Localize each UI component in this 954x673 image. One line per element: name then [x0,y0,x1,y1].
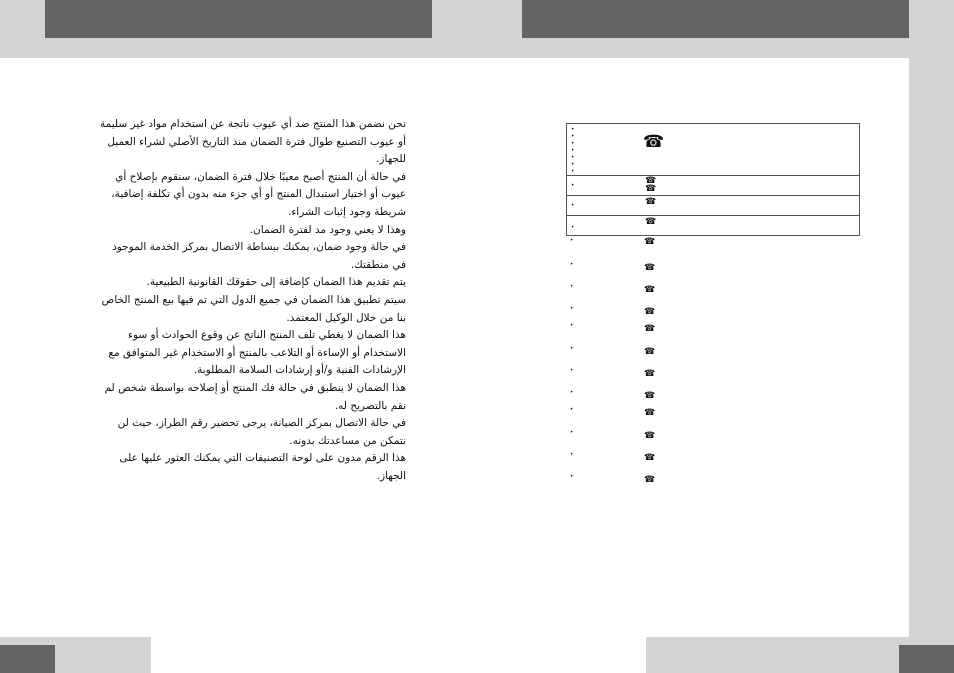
service-contacts-list [566,123,860,488]
contact-row [566,422,860,444]
warranty-paragraph: سيتم تطبيق هذا الضمان في جميع الدول التي تم فيها بيع المنتج الخاص بنا من خلال الوكيل المعتمد. [101,293,406,324]
contact-row [566,466,860,488]
phone-icon: ☎ [645,217,657,227]
header-bar-right [522,0,909,38]
page-number-tab-left [0,645,55,673]
contact-row [566,338,860,360]
warranty-paragraph: يتم تقديم هذا الضمان كإضافة إلى حقوقك القانونية الطبيعية. [146,276,406,289]
bullet-icon: ‣ [571,140,575,147]
phone-icon: ☎ [643,132,665,152]
bullet-icon: ‣ [571,154,575,161]
warranty-text [100,116,406,485]
contact-row [566,404,860,422]
phone-icon: ☎ [644,324,656,334]
phone-icon: ☎ [644,431,656,441]
bullet-icon: ‣ [570,429,574,436]
side-margin-right [909,58,954,637]
contact-row [567,216,859,236]
warranty-paragraph: هذا الرقم مدون على لوحة التصنيفات التي يمكنك العثور عليها على الجهاز. [119,452,406,482]
service-contacts-box [566,123,860,236]
bullet-icon: ‣ [570,283,574,290]
contact-row [567,176,859,196]
phone-icon: ☎ [645,197,657,207]
phone-icon: ☎ [644,347,656,357]
bullet-icon: ‣ [571,133,575,140]
bullet-icon: ‣ [570,261,574,268]
bullet-icon: ‣ [570,345,574,352]
bullet-icon: ‣ [571,161,575,168]
bullet-icon: ‣ [570,473,574,480]
contact-row [566,382,860,404]
bullet-icon: ‣ [571,182,575,189]
phone-icon: ☎ [644,307,656,317]
bullet-icon: ‣ [571,168,575,175]
warranty-paragraph: في حالة الاتصال بمركز الصيانة، يرجى تحضير رقم الطراز، حيث لن نتمكن من مساعدتك بدونه. [117,417,406,447]
warranty-paragraph: وهذا لا يعني وجود مد لفترة الضمان. [249,223,406,236]
phone-icon: ☎ [644,408,656,418]
bullet-icon: ‣ [570,305,574,312]
bullet-icon: ‣ [570,237,574,244]
contact-row [566,320,860,338]
bullet-icon: ‣ [570,451,574,458]
bullet-icon: ‣ [570,322,574,329]
contact-row [566,236,860,254]
contact-row [566,298,860,320]
bullet-icon: ‣ [570,389,574,396]
contact-row [566,360,860,382]
phone-icon: ☎ [644,263,656,273]
warranty-paragraph: نحن نضمن هذا المنتج ضد أي عيوب ناتجة عن استخدام مواد غير سليمة أو عيوب التصنيع طوال فترة الضمان منذ التاريخ الأصلي لشراء العميل للجهاز. [100,118,406,166]
warranty-paragraph: هذا الضمان لا يغطي تلف المنتج الناتج عن وقوع الحوادث أو سوء الاستخدام أو الإساءة أو التلاعب بالمنتج أو الاستخدام غير المتوافق مع الإرشادات الفنية و/أو إرشادات السلامة المطلوبة. [108,329,406,377]
page-number-tab-right [899,645,954,673]
bullet-icon: ‣ [570,367,574,374]
phone-icon: ☎ [644,237,656,247]
bullet-icon: ‣ [571,224,575,231]
contact-row [567,196,859,216]
bullet-icon: ‣ [570,406,574,413]
contact-row-group [567,124,859,176]
phone-icon: ☎ [644,369,656,379]
phone-icon: ☎ [644,391,656,401]
phone-icon: ☎ [645,176,657,186]
warranty-paragraph: هذا الضمان لا ينطبق في حالة فك المنتج أو إصلاحه بواسطة شخص لم نقم بالتصريح له. [104,381,406,412]
phone-icon: ☎ [644,285,656,295]
contact-row [566,276,860,298]
bullet-icon: ‣ [571,126,575,133]
warranty-paragraph: في حالة وجود ضمان، يمكنك ببساطة الاتصال بمركز الخدمة الموجود في منطقتك. [112,241,406,271]
bullet-icon: ‣ [571,202,575,209]
contact-row [566,254,860,276]
bullet-icon: ‣ [571,147,575,154]
warranty-paragraph: في حالة أن المنتج أصبح معيبًا خلال فترة الضمان، سنقوم بإصلاح أي عيوب أو اختيار استبدال المنتج أو أي جزء منه بدون أي تكلفة إضافية، شريطة وجود إثبات الشراء. [111,170,406,218]
contact-row [566,444,860,466]
phone-icon: ☎ [644,453,656,463]
phone-icon: ☎ [644,475,656,485]
header-bar-left [45,0,432,38]
phone-icon: ☎ [645,184,657,194]
